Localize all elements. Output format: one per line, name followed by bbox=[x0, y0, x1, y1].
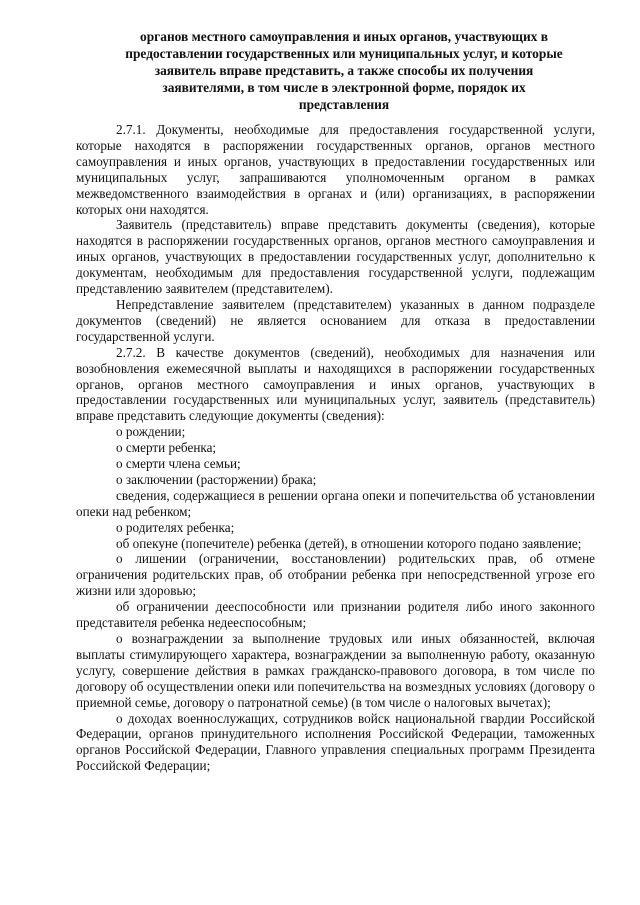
list-item-military-income: о доходах военнослужащих, сотрудников войск национальной гвардии Российской Федерации, органов принудительного исполнения Российской Федерации, таможенных органов Российской Федерации, Главного управления специальных программ Президента Российской Федерации; bbox=[76, 710, 595, 774]
list-item-family-member-death: о смерти члена семьи; bbox=[116, 456, 241, 472]
list-item-marriage: о заключении (расторжении) брака; bbox=[116, 471, 317, 487]
list-item-birth: о рождении; bbox=[116, 424, 186, 440]
heading-line: предоставлении государственных или муниципальных услуг, и которые bbox=[125, 46, 563, 61]
list-item-guardianship-decision: сведения, содержащиеся в решении органа опеки и попечительства об установлении опеки над ребенком; bbox=[76, 487, 595, 519]
heading-line: органов местного самоуправления и иных органов, участвующих в bbox=[140, 29, 548, 44]
heading-line: заявителями, в том числе в электронной форме, порядок их bbox=[162, 80, 526, 95]
list-item-child-death: о смерти ребенка; bbox=[116, 440, 217, 456]
heading-line: заявитель вправе представить, а также способы их получения bbox=[154, 63, 534, 78]
list-item-remuneration: о вознаграждении за выполнение трудовых или иных обязанностей, включая выплаты стимулирующего характера, вознаграждении за выполненную работу, оказанную услугу, совершение действия в рамках гражданско-правового договора, в том числе по договору об осуществлении опеки или попечительства на возмездных условиях (договору о приемной семье, договору о патронатной семье) (в том числе о налоговых вычетах); bbox=[76, 631, 595, 710]
section-heading bbox=[84, 28, 604, 113]
document-body bbox=[76, 122, 595, 774]
list-item-legal-capacity: об ограничении дееспособности или признании родителя либо иного законного представителя ребенка недееспособным; bbox=[76, 599, 595, 631]
paragraph-2-7-2: 2.7.2. В качестве документов (сведений), необходимых для назначения или возобновления ежемесячной выплаты и находящихся в распоряжении государственных органов, органов местного самоуправления и иных органов, участвующих в предоставлении государственных или муниципальных услуг, заявитель (представитель) вправе представить следующие документы (сведения): bbox=[76, 344, 595, 424]
list-item-parents: о родителях ребенка; bbox=[116, 519, 235, 535]
list-item-parental-rights: о лишении (ограничении, восстановлении) родительских прав, об отмене ограничения родительских прав, об отобрании ребенка при непосредственной угрозе его жизни или здоровью; bbox=[76, 551, 595, 599]
paragraph-non-submission: Непредставление заявителем (представителем) указанных в данном подразделе документов (сведений) не является основанием для отказа в предоставлении государственной услуги. bbox=[76, 296, 595, 344]
list-item-guardian: об опекуне (попечителе) ребенка (детей), в отношении которого подано заявление; bbox=[116, 535, 582, 551]
heading-line: представления bbox=[298, 97, 390, 112]
paragraph-applicant-right: Заявитель (представитель) вправе представить документы (сведения), которые находятся в распоряжении государственных органов, органов местного самоуправления и иных органов, участвующих в предоставлении государственных услуг, дополнительно к документам, необходимым для предоставления государственной услуги, подлежащим представлению заявителем (представителем). bbox=[76, 217, 595, 297]
paragraph-2-7-1: 2.7.1. Документы, необходимые для предоставления государственной услуги, которые находятся в распоряжении государственных органов, органов местного самоуправления и иных органов, участвующих в предоставлении государственных или муниципальных услуг, запрашиваются уполномоченным органом в рамках межведомственного взаимодействия в органах и (или) организациях, в распоряжении которых они находятся. bbox=[76, 122, 595, 217]
